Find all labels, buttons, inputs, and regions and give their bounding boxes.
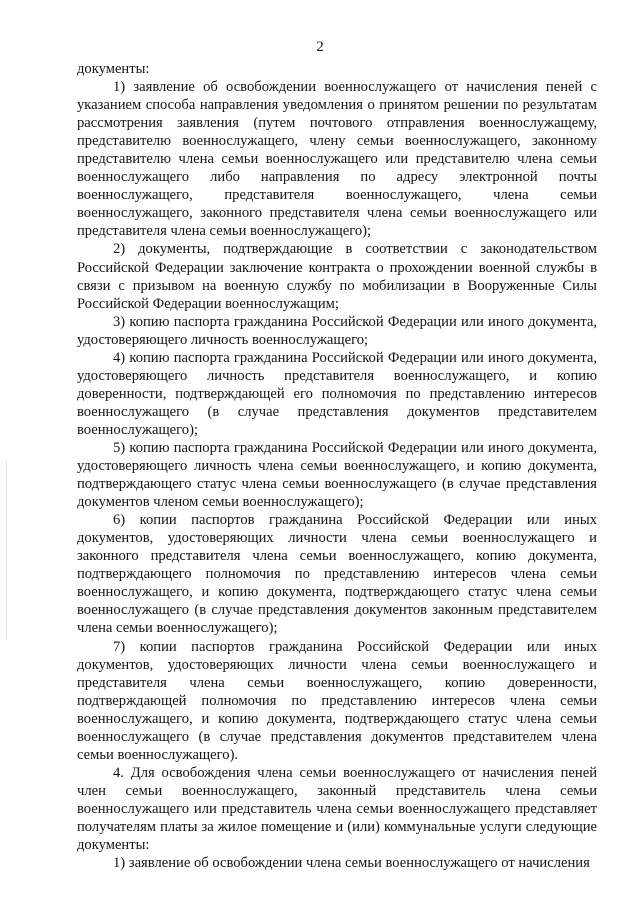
paragraph-item-1: 1) заявление об освобождении военнослужащего от начисления пеней с указанием способа направления уведомления о принятом решении по результатам рассмотрения заявления (путем почтового отправления военнослужащему, представителю военнослужащего, члену семьи военнослужащего, законному представителю члена семьи военнослужащего или представителю члена семьи военнослужащего либо направления по адресу электронной почты военнослужащего, представителя военнослужащего, члена семьи военнослужащего, законного представителя члена семьи военнослужащего или представителя члена семьи военнослужащего); (77, 79, 597, 240)
page-number: 2 (316, 39, 324, 55)
paragraph-intro: документы: (77, 61, 150, 77)
paragraph-section-4: 4. Для освобождения члена семьи военнослужащего от начисления пеней член семьи военнослужащего, законный представитель члена семьи военнослужащего или представитель члена семьи военнослужащего представляет получателям платы за жилое помещение и (или) коммунальные услуги следующие документы: (77, 764, 597, 854)
paragraph-item-6: 6) копии паспортов гражданина Российской Федерации или иных документов, удостоверяющих личности члена семьи военнослужащего и законного представителя члена семьи военнослужащего, копию документа, подтверждающего полномочия по представлению интересов члена семьи военнослужащего, и копию документа, подтверждающего статус члена семьи военнослужащего (в случае представления документов законным представителем члена семьи военнослужащего); (77, 512, 597, 637)
paragraph-item-2: 2) документы, подтверждающие в соответствии с законодательством Российской Федерации заключение контракта о прохождении военной службы в связи с призывом на военную службу по мобилизации в Вооруженные Силы Российской Федерации военнослужащим; (77, 241, 597, 312)
paragraph-item-4: 4) копию паспорта гражданина Российской Федерации или иного документа, удостоверяющего личность представителя военнослужащего, и копию доверенности, подтверждающей его полномочия по представлению интересов военнослужащего (в случае представления документов представителем военнослужащего); (77, 349, 597, 438)
paragraph-item-3: 3) копию паспорта гражданина Российской Федерации или иного документа, удостоверяющего личность военнослужащего; (77, 313, 597, 348)
paragraph-item-5: 5) копию паспорта гражданина Российской Федерации или иного документа, удостоверяющего личность члена семьи военнослужащего, и копию документа, подтверждающего статус члена семьи военнослужащего (в случае представления документов членом семьи военнослужащего); (77, 439, 597, 511)
document-body (77, 60, 597, 872)
scan-edge-mark (6, 460, 7, 640)
paragraph-item-7: 7) копии паспортов гражданина Российской Федерации или иных документов, удостоверяющих личности члена семьи военнослужащего и представителя члена семьи военнослужащего, копию доверенности, подтверждающей полномочия по представлению интересов члена семьи военнослужащего, и копию документа, подтверждающего статус члена семьи военнослужащего (в случае представления документов представителем члена семьи военнослужащего). (77, 638, 597, 763)
paragraph-section-4-item-1: 1) заявление об освобождении члена семьи военнослужащего от начисления (113, 855, 590, 872)
